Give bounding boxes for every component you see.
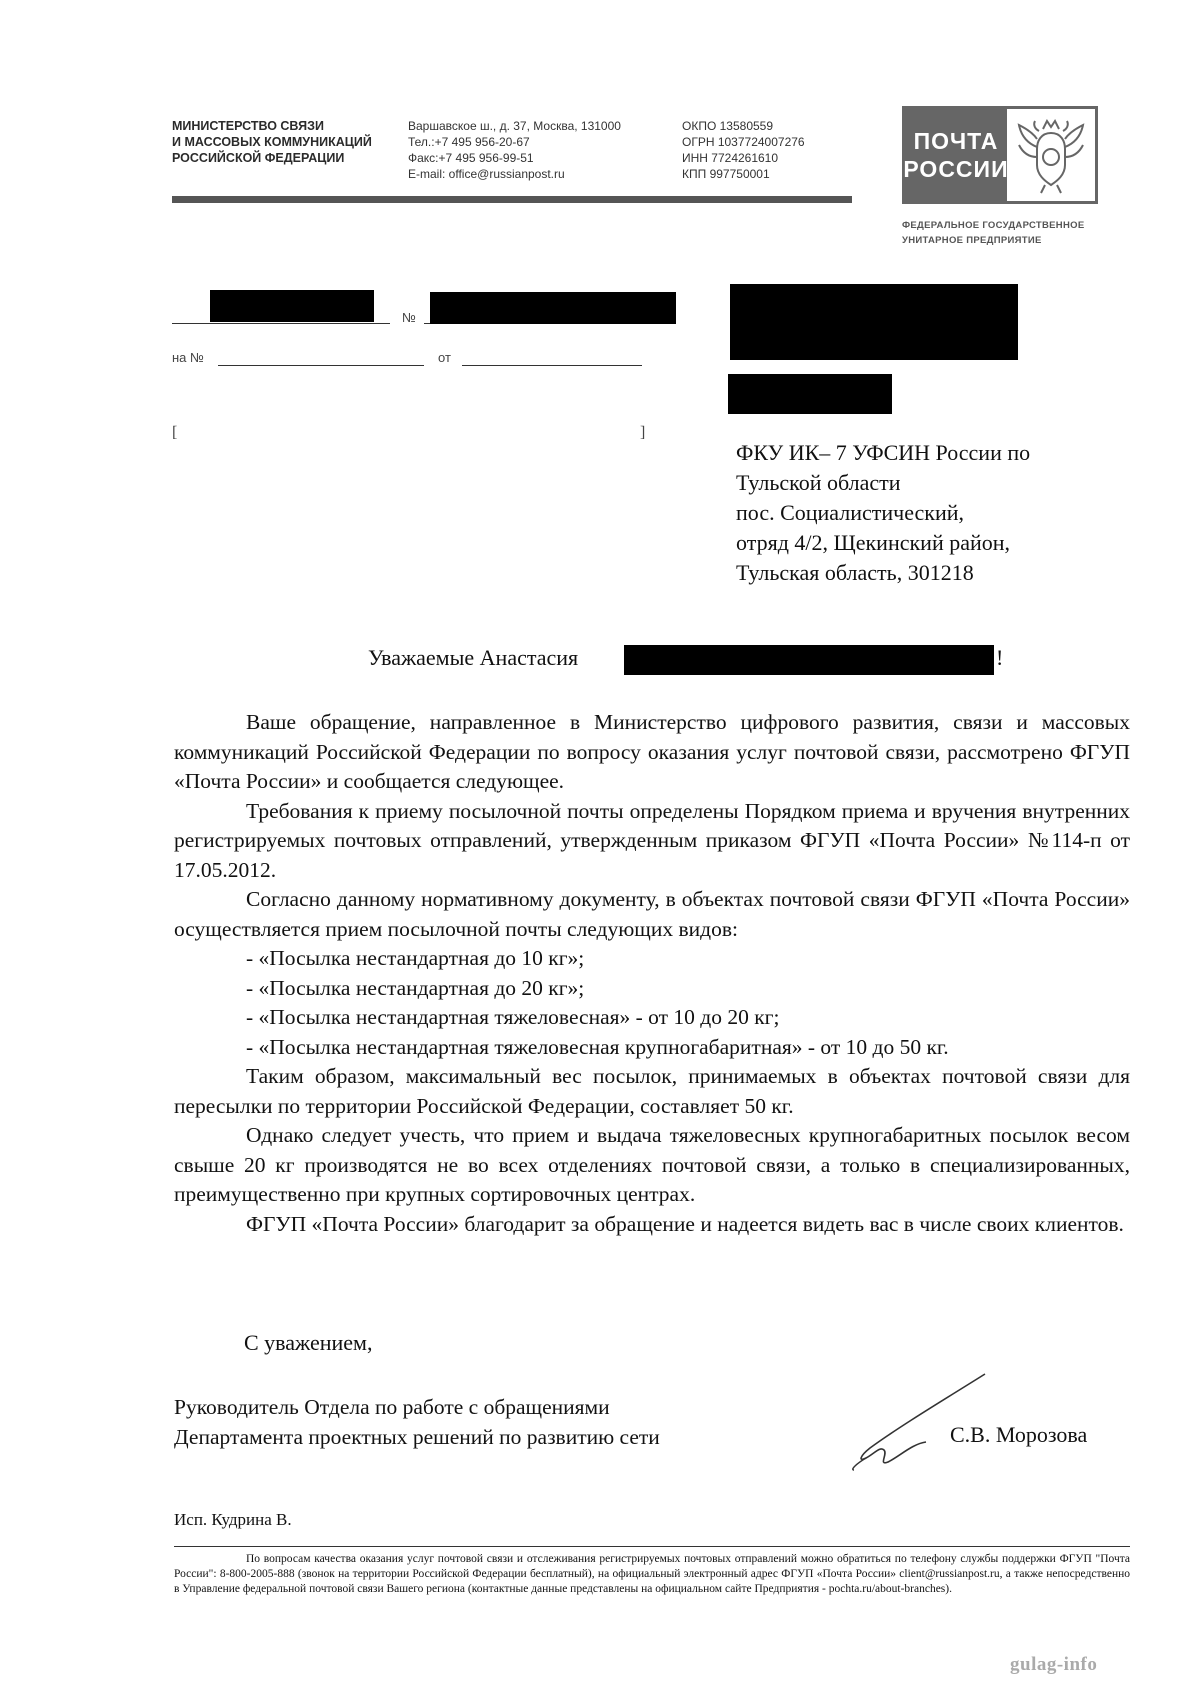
paragraph-5: Однако следует учесть, что прием и выдача тяжеловесных крупногабаритных посылок весом свыше 20 кг производятся не во всех отделениях почтовой связи, а только в специализированных, преимущественно при крупных сортировочных центрах. xyxy=(174,1123,1130,1206)
paragraph-6: ФГУП «Почта России» благодарит за обращение и надеется видеть вас в числе своих клиентов. xyxy=(246,1211,1124,1236)
date-underline xyxy=(172,322,390,324)
list-item: - «Посылка нестандартная до 20 кг»; xyxy=(246,975,585,1000)
eagle-emblem-icon xyxy=(1007,109,1095,201)
paragraph-4: Таким образом, максимальный вес посылок, принимаемых в объектах почтовой связи для пересылки по территории Российской Федерации, составляет 50 кг. xyxy=(174,1064,1130,1118)
redacted-number xyxy=(430,292,676,324)
from-underline xyxy=(462,364,642,366)
list-item: - «Посылка нестандартная тяжеловесная крупногабаритная» - от 10 до 50 кг. xyxy=(246,1034,949,1059)
signer-position: Руководитель Отдела по работе с обращениями Департамента проектных решений по развитию сети xyxy=(174,1395,660,1449)
paragraph-3: Согласно данному нормативному документу, в объектах почтовой связи ФГУП «Почта России» осуществляется прием посылочной почты следующих видов: xyxy=(174,887,1130,941)
footer-rule xyxy=(174,1546,1130,1547)
signer-name: С.В. Морозова xyxy=(950,1422,1088,1447)
fgup-label: ФЕДЕРАЛЬНОЕ ГОСУДАРСТВЕННОЕ УНИТАРНОЕ ПРЕДПРИЯТИЕ xyxy=(902,220,1085,246)
recipient-address: ФКУ ИК– 7 УФСИН России по Тульской области пос. Социалистический, отряд 4/2, Щекинский район, Тульская область, 301218 xyxy=(736,440,1031,585)
redacted-recipient-name xyxy=(730,284,1018,360)
letter-body xyxy=(174,708,1130,1239)
russian-post-logo: ПОЧТА РОССИИ xyxy=(902,106,1098,204)
subject-bracket-open: [ xyxy=(172,424,178,441)
header-rule xyxy=(172,196,852,203)
paragraph-2: Требования к приему посылочной почты определены Порядком приема и вручения внутренних регистрируемых почтовых отправлений, утвержденным приказом ФГУП «Почта России» №114-п от 17.05.2012. xyxy=(174,798,1130,882)
subject-bracket-close: ] xyxy=(640,424,646,441)
from-label: от xyxy=(438,350,451,365)
number-label: № xyxy=(402,310,416,325)
paragraph-1: Ваше обращение, направленное в Министерство цифрового развития, связи и массовых коммуникаций Российской Федерации по вопросу оказания услуг почтовой связи, рассмотрено ФГУП «Почта России» и сообщается следующее. xyxy=(174,710,1130,793)
ministry-address: Варшавское ш., д. 37, Москва, 131000 Тел.:+7 495 956-20-67 Факс:+7 495 956-99-51 E-mail: office@russianpost.ru xyxy=(408,119,621,181)
list-item: - «Посылка нестандартная до 10 кг»; xyxy=(246,946,585,970)
redacted-date xyxy=(210,290,374,322)
redacted-surname xyxy=(624,645,994,675)
footer-note: По вопросам качества оказания услуг почтовой связи и отслеживания регистрируемых почтовых отправлений можно обратиться по телефону службы поддержки ФГУП "Почта России": 8-800-2005-888 (звонок на территории Российской Федерации бесплатный), на официальный электронный адрес ФГУП «Почта России» client@russianpost.ru, а также непосредственно в Управление федеральной почтовой связи Вашего региона (контактные данные представлены на официальном сайте Предприятия - pochta.ru/about-branches). xyxy=(174,1553,1130,1595)
regards: С уважением, xyxy=(244,1330,373,1355)
ministry-name: МИНИСТЕРСТВО СВЯЗИ И МАССОВЫХ КОММУНИКАЦИЙ РОССИЙСКОЙ ФЕДЕРАЦИИ xyxy=(172,119,372,165)
list-item: - «Посылка нестандартная тяжеловесная» - от 10 до 20 кг; xyxy=(246,1005,780,1029)
ministry-codes: ОКПО 13580559 ОГРН 1037724007276 ИНН 7724261610 КПП 997750001 xyxy=(682,119,805,181)
na-number-label: на № xyxy=(172,350,204,365)
na-number-underline xyxy=(218,364,424,366)
redacted-recipient-id xyxy=(728,374,892,414)
watermark: gulag-info xyxy=(1010,1654,1098,1675)
executor: Исп. Кудрина В. xyxy=(174,1510,292,1529)
